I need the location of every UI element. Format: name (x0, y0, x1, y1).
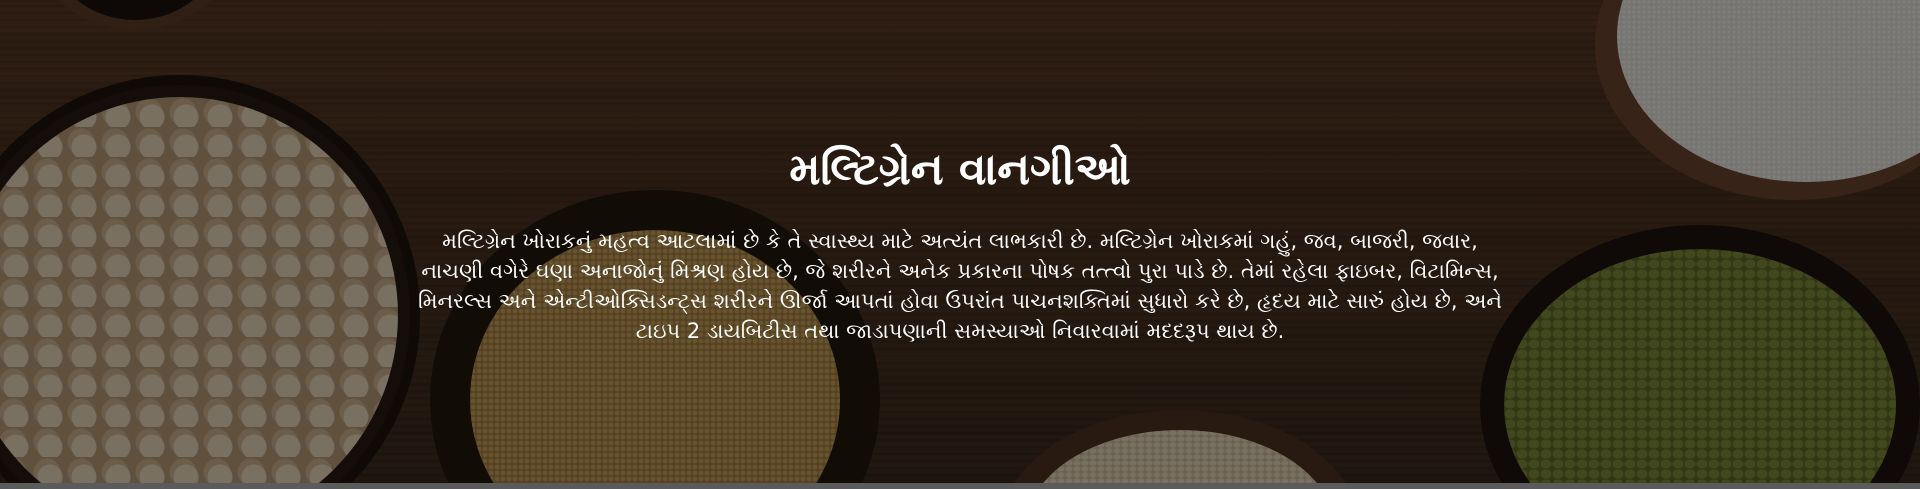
hero-description: મલ્ટિગ્રેન ખોરાકનું મહત્વ આટલામાં છે કે તે સ્વાસ્થ્ય માટે અત્યંત લાભકારી છે. મલ્ટિગ્રેન ખોરાકમાં ગહું, જવ, બાજરી, જવાર, નાચણી વગેરે ઘણા અનાજોનું મિશ્રણ હોય છે, જે શરીરને અનેક પ્રકારના પોષક તત્ત્વો પુરા પાડે છે. તેમાં રહેલા ફાઇબર, વિટામિન્સ, મિનરલ્સ અને એન્ટીઓક્સિડન્ટ્સ શરીરને ઊર્જા આપતાં હોવા ઉપરાંત પાચનશક્તિમાં સુધારો કરે છે, હૃદય માટે સારું હોય છે, અને ટાઇપ 2 ડાયબિટીસ તથા જાડાપણાની સમસ્યાઓ નિવારવામાં મદદરૂપ થાય છે. (417, 229, 1503, 343)
hero-title: મલ્ટિગ્રેન વાનગીઓ (789, 144, 1131, 195)
bottom-divider (0, 483, 1920, 489)
